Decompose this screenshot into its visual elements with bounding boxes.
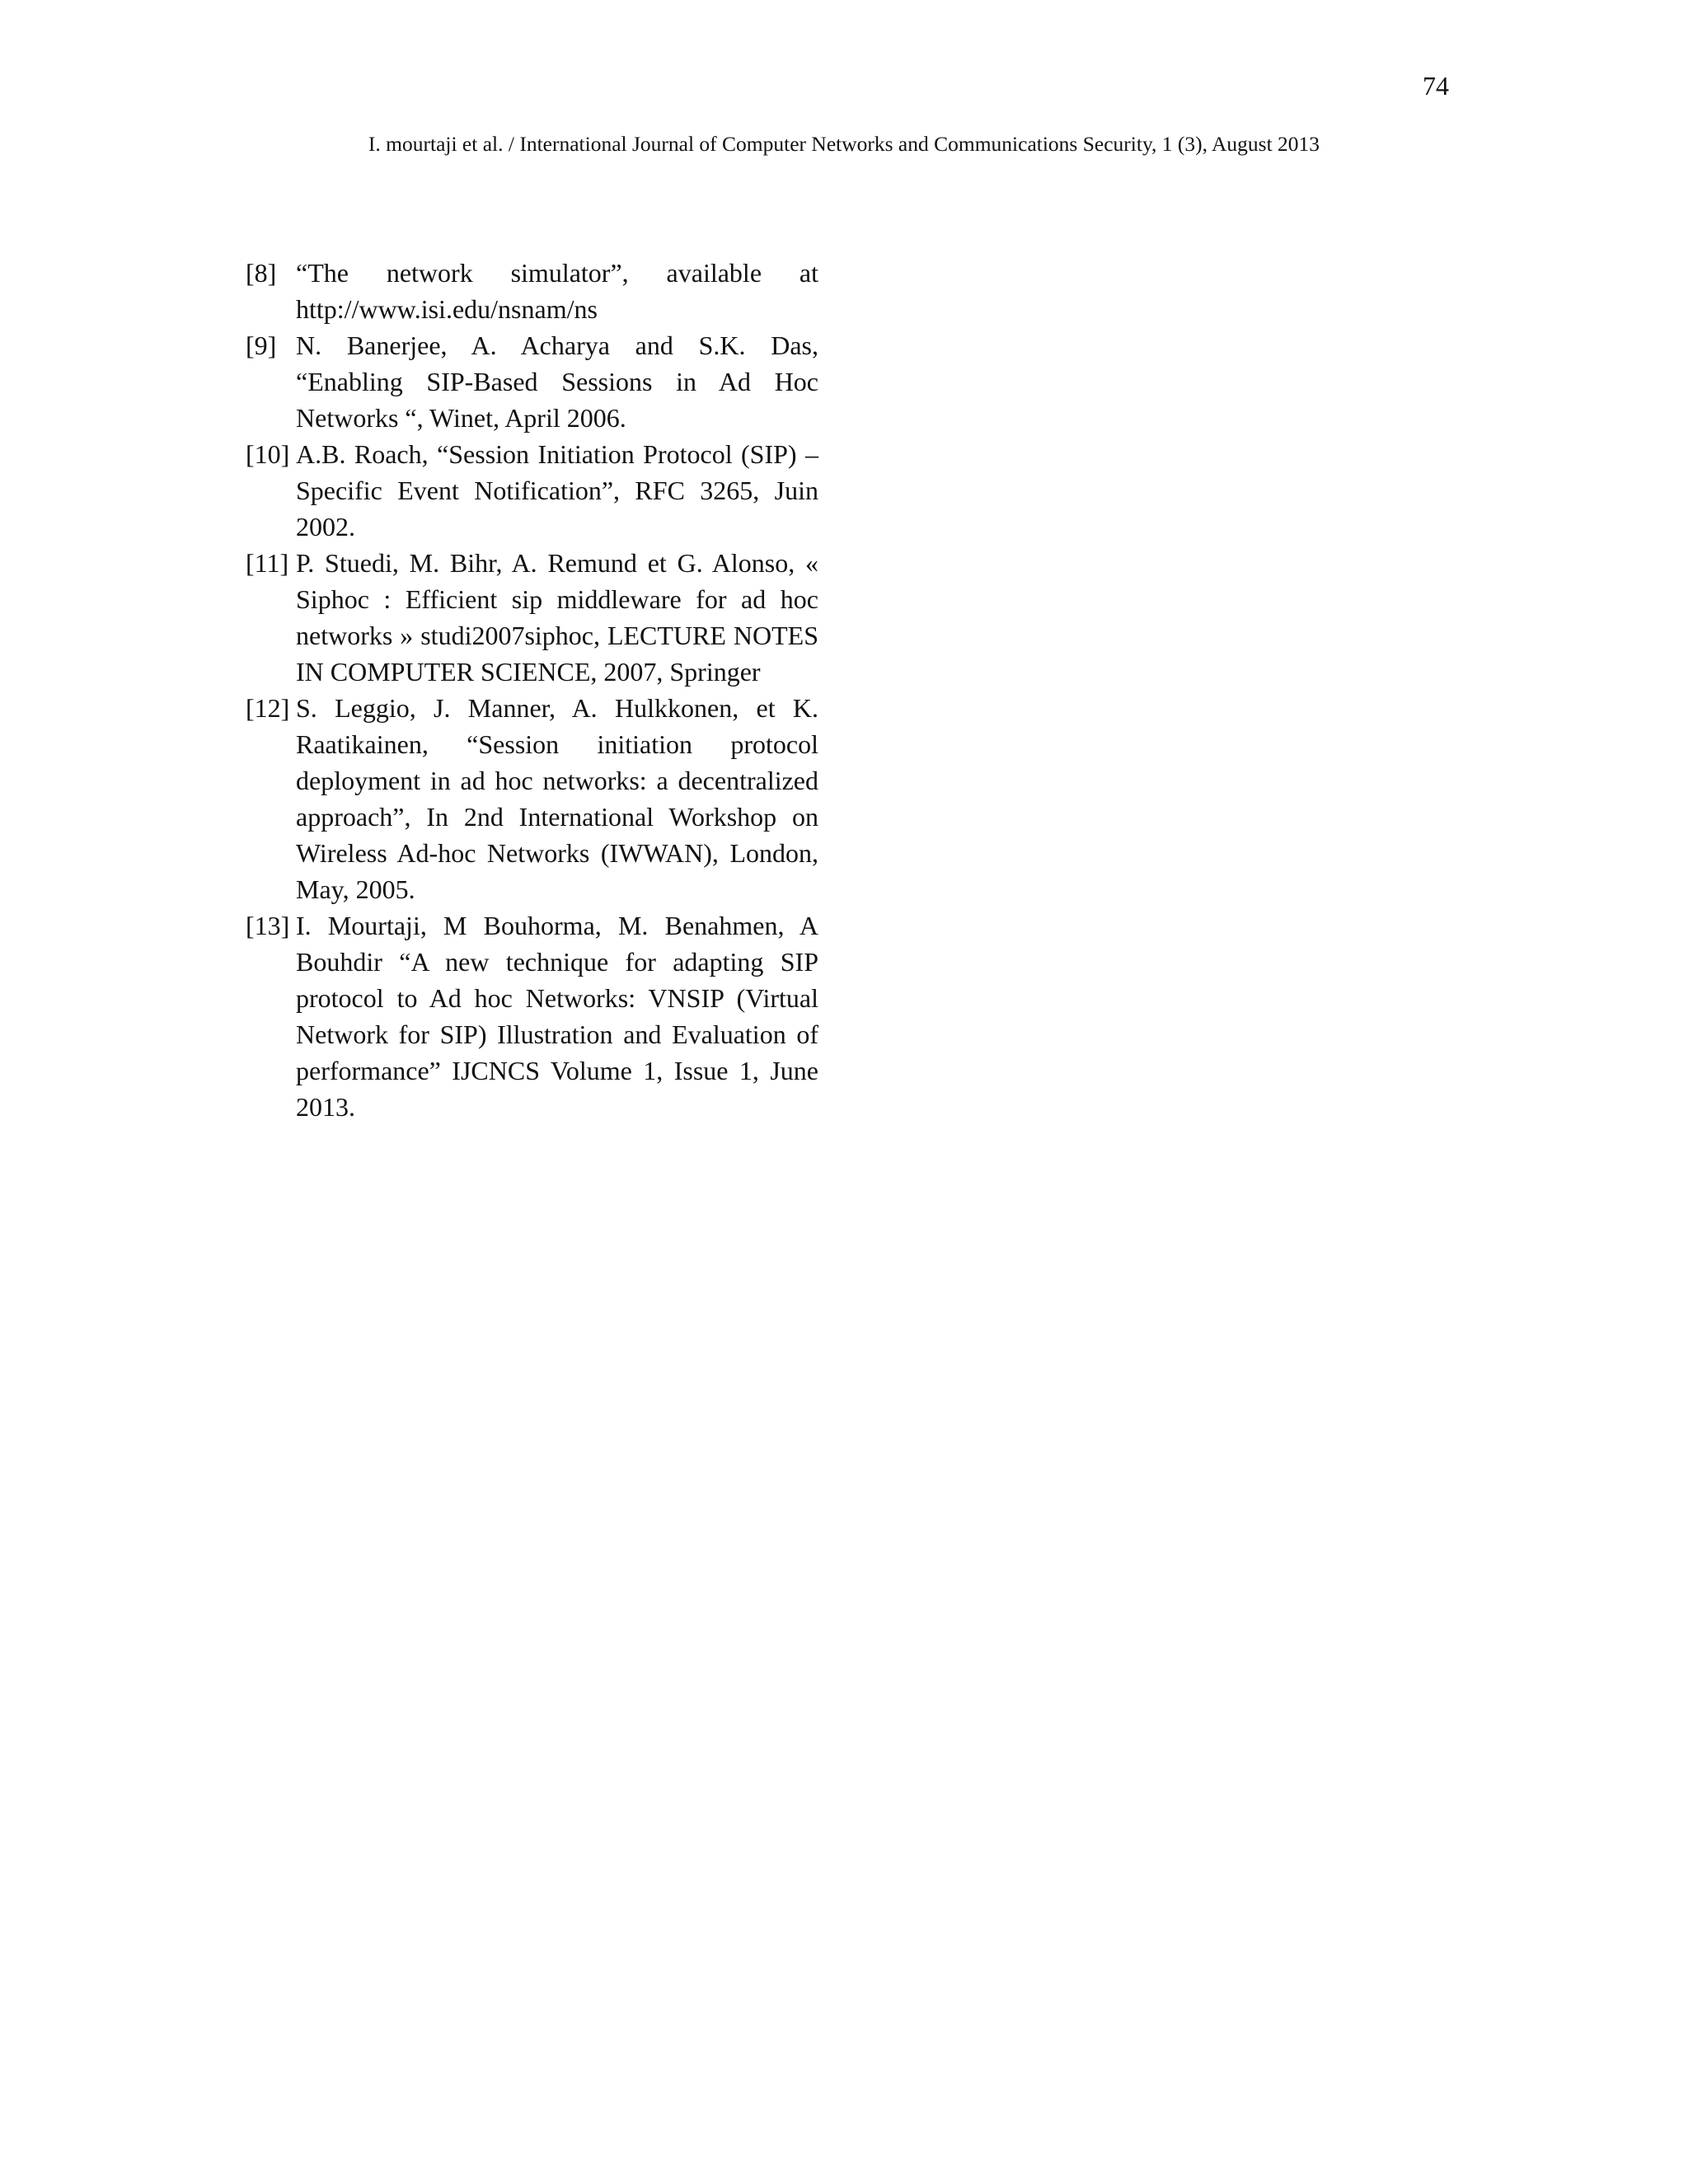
reference-text: I. Mourtaji, M Bouhorma, M. Benahmen, A Bouhdir “A new technique for adapting SIP protocol to Ad hoc Networks: VNSIP (Virtual Network for SIP) Illustration and Evaluation of performance” IJCNCS Volume 1, Issue 1, June 2013. — [296, 911, 818, 1122]
reference-label: [13] — [246, 911, 290, 940]
reference-11 — [246, 545, 818, 690]
reference-text: N. Banerjee, A. Acharya and S.K. Das, “Enabling SIP-Based Sessions in Ad Hoc Networks “, Winet, April 2006. — [296, 330, 818, 433]
reference-text: S. Leggio, J. Manner, A. Hulkkonen, et K. Raatikainen, “Session initiation protocol deployment in ad hoc networks: a decentralized approach”, In 2nd International Workshop on Wireless Ad-hoc Networks (IWWAN), London, May, 2005. — [296, 693, 818, 904]
reference-label: [10] — [246, 439, 290, 469]
reference-text: “The network simulator”, available at http://www.isi.edu/nsnam/ns — [296, 258, 818, 324]
reference-10 — [246, 436, 818, 545]
page-number: 74 — [1423, 71, 1449, 101]
reference-text: A.B. Roach, “Session Initiation Protocol (SIP) – Specific Event Notification”, RFC 3265, Juin 2002. — [296, 439, 818, 541]
reference-9 — [246, 327, 818, 436]
reference-text: P. Stuedi, M. Bihr, A. Remund et G. Alonso, « Siphoc : Efficient sip middleware for ad hoc networks » studi2007siphoc, LECTURE NOTES IN COMPUTER SCIENCE, 2007, Springer — [296, 548, 818, 687]
reference-8 — [246, 255, 818, 327]
reference-12 — [246, 690, 818, 907]
running-header: I. mourtaji et al. / International Journal of Computer Networks and Communications Security, 1 (3), August 2013 — [368, 132, 1320, 156]
reference-label: [9] — [246, 330, 277, 360]
reference-list — [246, 255, 818, 1125]
reference-label: [12] — [246, 693, 290, 723]
reference-label: [8] — [246, 258, 277, 288]
reference-13 — [246, 907, 818, 1125]
reference-label: [11] — [246, 548, 289, 578]
